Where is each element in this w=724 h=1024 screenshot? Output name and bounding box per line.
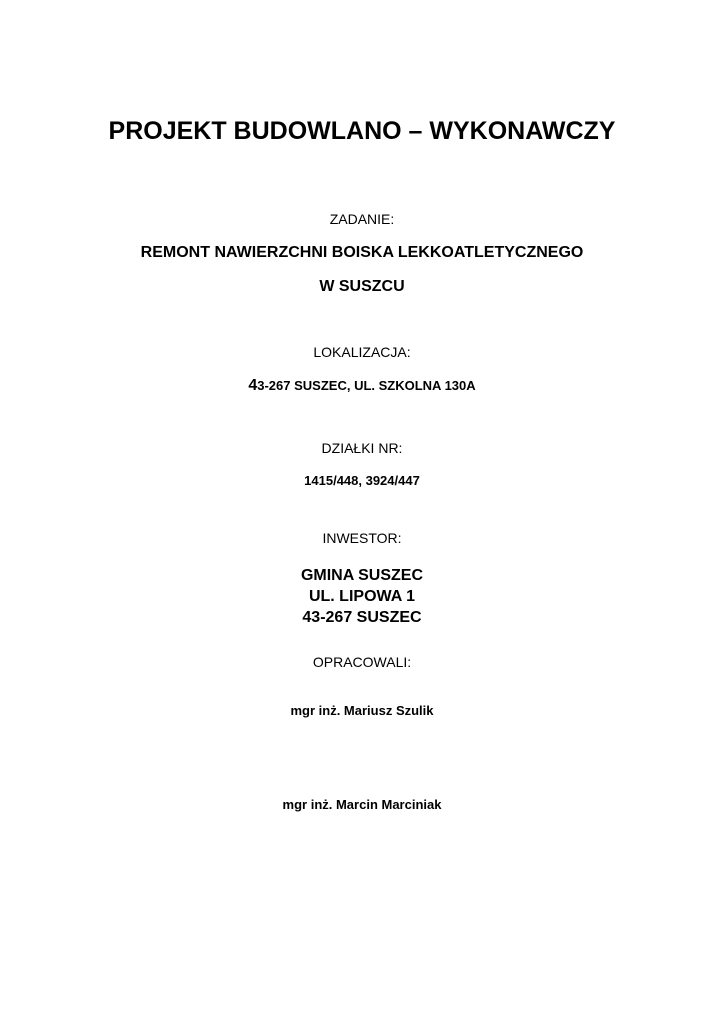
location-value-rest: 3-267 SUSZEC, UL. SZKOLNA 130A [257, 378, 476, 393]
authors-label: OPRACOWALI: [312, 654, 412, 670]
investor-name: GMINA SUSZEC [300, 567, 424, 584]
author-name: mgr inż. Marcin Marciniak [282, 797, 442, 812]
task-name-line-2: W SUSZCU [319, 278, 405, 295]
plots-value: 1415/448, 3924/447 [304, 473, 420, 488]
investor-city: 43-267 SUSZEC [302, 609, 422, 626]
location-value [0, 378, 724, 394]
investor-address [0, 565, 724, 628]
task-label: ZADANIE: [329, 211, 395, 227]
investor-street: UL. LIPOWA 1 [308, 588, 416, 605]
plots-label: DZIAŁKI NR: [321, 440, 403, 456]
investor-label: INWESTOR: [322, 530, 402, 546]
document-title: PROJEKT BUDOWLANO – WYKONAWCZY [108, 117, 616, 145]
location-label: LOKALIZACJA: [313, 344, 411, 360]
location-value-first-char: 4 [248, 377, 258, 394]
author-name: mgr inż. Mariusz Szulik [290, 703, 434, 718]
task-name-line-1: REMONT NAWIERZCHNI BOISKA LEKKOATLETYCZNEGO [140, 244, 584, 261]
